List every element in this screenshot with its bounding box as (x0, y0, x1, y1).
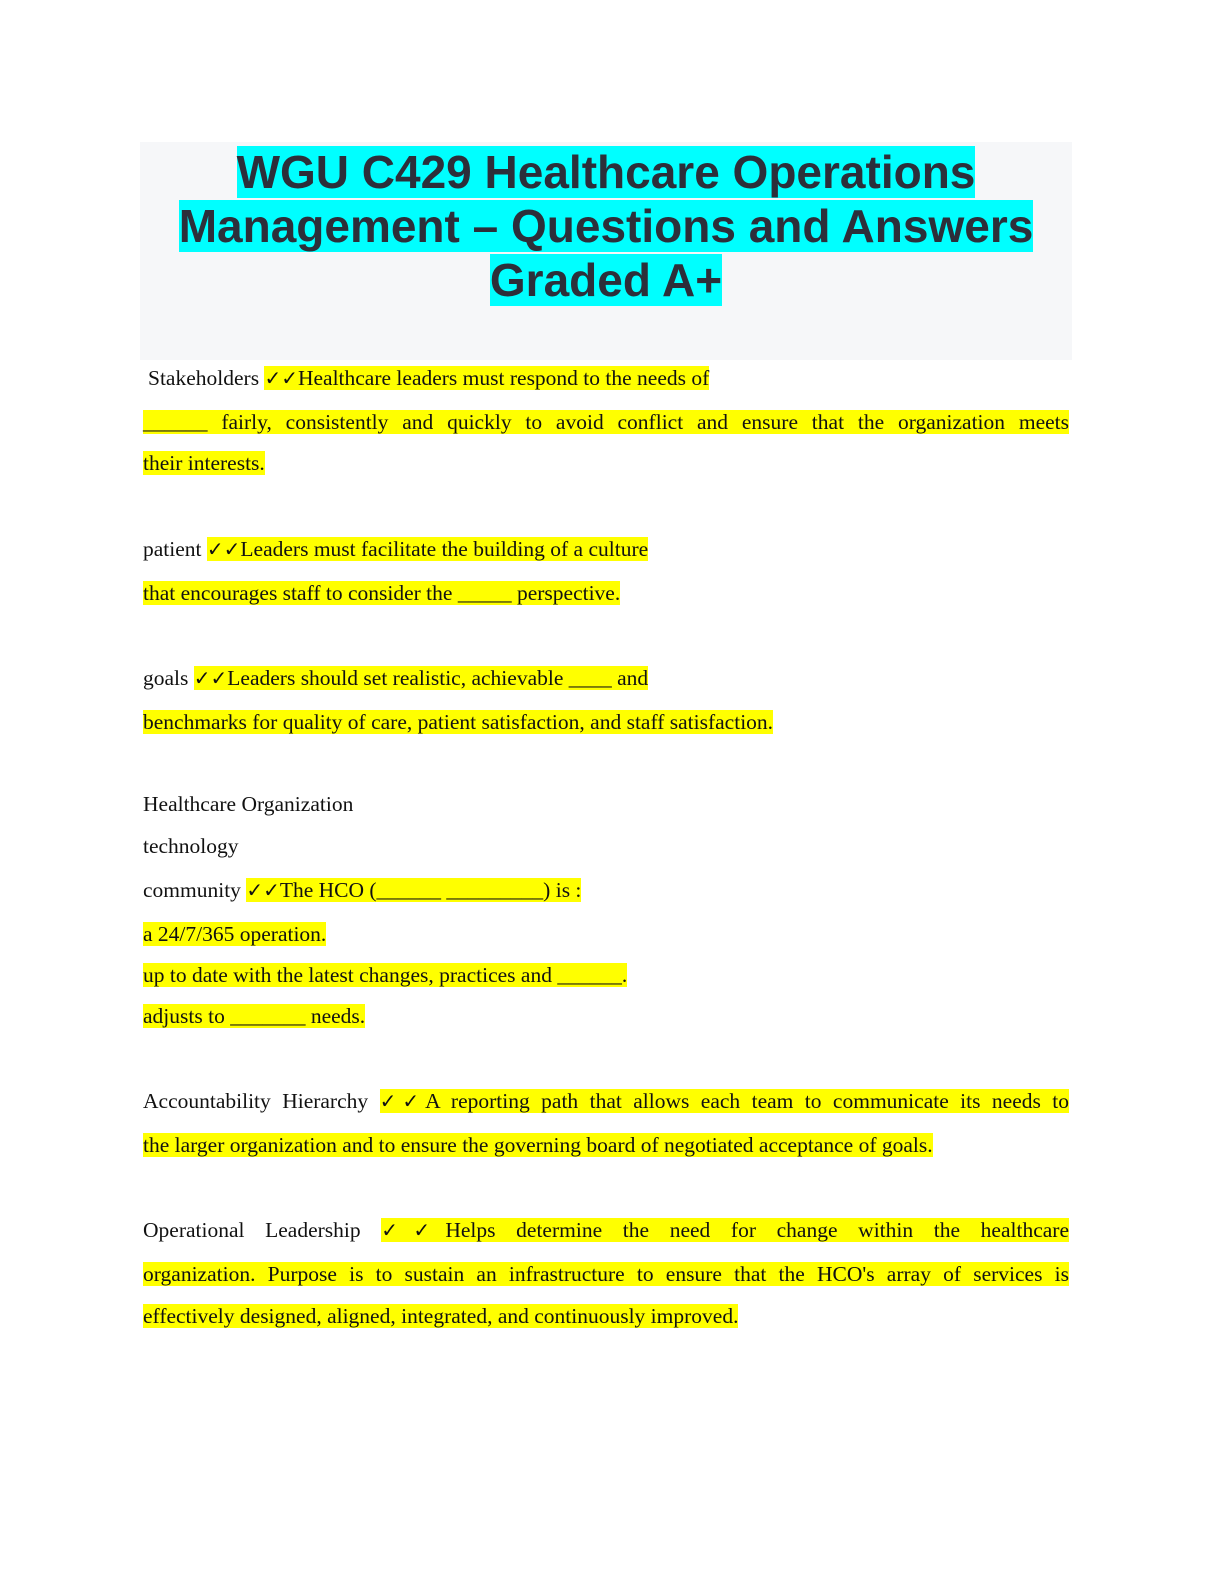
qa-answer: The HCO (______ _________) is : (279, 878, 582, 902)
qa-answer: Leaders must facilitate the building of a culture (240, 537, 649, 561)
qa-term: Accountability Hierarchy (143, 1089, 380, 1113)
qa-term: patient (143, 537, 207, 561)
qa-operational-line2: organization. Purpose is to sustain an infrastructure to ensure that the HCO's array of services is (143, 1262, 1069, 1286)
qa-accountability-line1 (143, 1088, 1069, 1114)
qa-term: Operational Leadership (143, 1218, 382, 1242)
qa-operational-line1 (143, 1217, 1069, 1243)
qa-stakeholders-line3: their interests. (143, 451, 265, 475)
double-check-icon: ✓✓ (379, 1089, 426, 1113)
qa-term: community (143, 878, 247, 902)
qa-stakeholders-line2: ______ fairly, consistently and quickly to avoid conflict and ensure that the organization meets (143, 410, 1069, 434)
double-check-icon: ✓✓ (264, 366, 298, 390)
qa-hco-line1 (143, 877, 581, 903)
qa-stakeholders-line1 (148, 365, 709, 391)
qa-accountability-line2: the larger organization and to ensure the governing board of negotiated acceptance of goals. (143, 1133, 933, 1157)
qa-hco-term2: technology (143, 834, 239, 858)
qa-hco-line2: a 24/7/365 operation. (143, 922, 327, 946)
qa-answer: A reporting path that allows each team to communicate its needs to (425, 1089, 1069, 1113)
qa-hco-line4: adjusts to _______ needs. (143, 1004, 366, 1028)
double-check-icon: ✓✓ (381, 1218, 446, 1242)
qa-hco-term1: Healthcare Organization (143, 792, 354, 816)
title-line-2: Management – Questions and Answers (178, 200, 1034, 252)
qa-answer: Helps determine the need for change within the healthcare (445, 1218, 1069, 1242)
title-line-1: WGU C429 Healthcare Operations (236, 146, 976, 198)
qa-answer: Healthcare leaders must respond to the needs of (297, 366, 710, 390)
double-check-icon: ✓✓ (193, 666, 228, 690)
double-check-icon: ✓✓ (246, 878, 280, 902)
title-line-3: Graded A+ (489, 254, 723, 306)
qa-operational-line3: effectively designed, aligned, integrated, and continuously improved. (143, 1304, 739, 1328)
qa-goals-line1 (143, 665, 648, 691)
qa-patient-line1 (143, 536, 648, 562)
qa-patient-line2: that encourages staff to consider the _____ perspective. (143, 581, 621, 605)
qa-answer: Leaders should set realistic, achievable ____ and (227, 666, 649, 690)
qa-hco-line3: up to date with the latest changes, practices and ______. (143, 963, 628, 987)
double-check-icon: ✓✓ (206, 537, 241, 561)
document-title (140, 145, 1072, 307)
qa-term: goals (143, 666, 194, 690)
qa-goals-line2: benchmarks for quality of care, patient satisfaction, and staff satisfaction. (143, 710, 774, 734)
qa-term: Stakeholders (148, 366, 265, 390)
